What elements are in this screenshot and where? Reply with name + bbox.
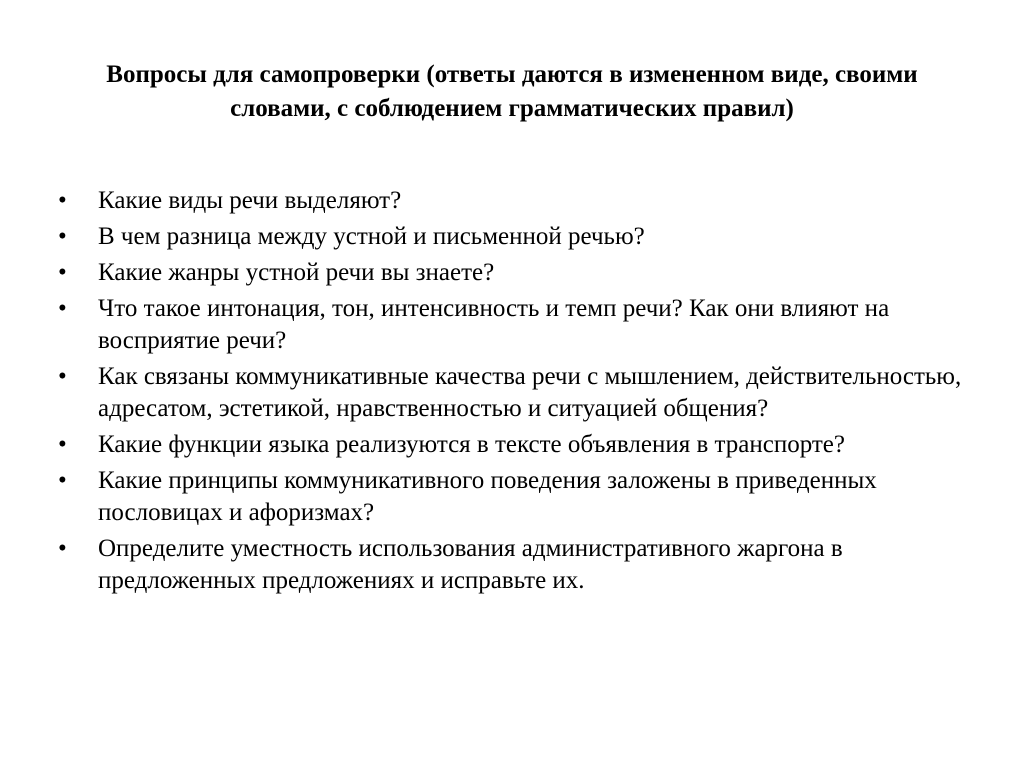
list-item (58, 257, 978, 289)
question-text: Определите уместность использования административного жаргона в предложенных предложениях и исправьте их. (98, 535, 843, 594)
bullet-icon: • (58, 259, 67, 286)
slide-title: Вопросы для самопроверки (ответы даются в измененном виде, своими словами, с соблюдением грамматических правил) (106, 61, 918, 122)
question-text: Какие принципы коммуникативного поведения заложены в приведенных пословицах и афоризмах? (98, 467, 877, 526)
question-text: Какие виды речи выделяют? (98, 187, 402, 214)
question-text: В чем разница между устной и письменной речью? (98, 223, 645, 250)
question-text: Что такое интонация, тон, интенсивность и темп речи? Как они влияют на восприятие речи? (98, 295, 890, 354)
list-item (58, 185, 978, 217)
bullet-icon: • (58, 295, 67, 322)
bullet-icon: • (58, 535, 67, 562)
question-text: Как связаны коммуникативные качества речи с мышлением, действительностью, адресатом, эстетикой, нравственностью и ситуацией общения? (98, 363, 962, 422)
question-list (58, 185, 978, 601)
list-item (58, 293, 978, 357)
bullet-icon: • (58, 431, 67, 458)
list-item (58, 465, 978, 529)
bullet-icon: • (58, 467, 67, 494)
list-item (58, 429, 978, 461)
bullet-icon: • (58, 223, 67, 250)
bullet-icon: • (58, 363, 67, 390)
list-item (58, 221, 978, 253)
question-text: Какие функции языка реализуются в тексте объявления в транспорте? (98, 431, 845, 458)
list-item (58, 361, 978, 425)
bullet-icon: • (58, 187, 67, 214)
list-item (58, 533, 978, 597)
question-text: Какие жанры устной речи вы знаете? (98, 259, 495, 286)
